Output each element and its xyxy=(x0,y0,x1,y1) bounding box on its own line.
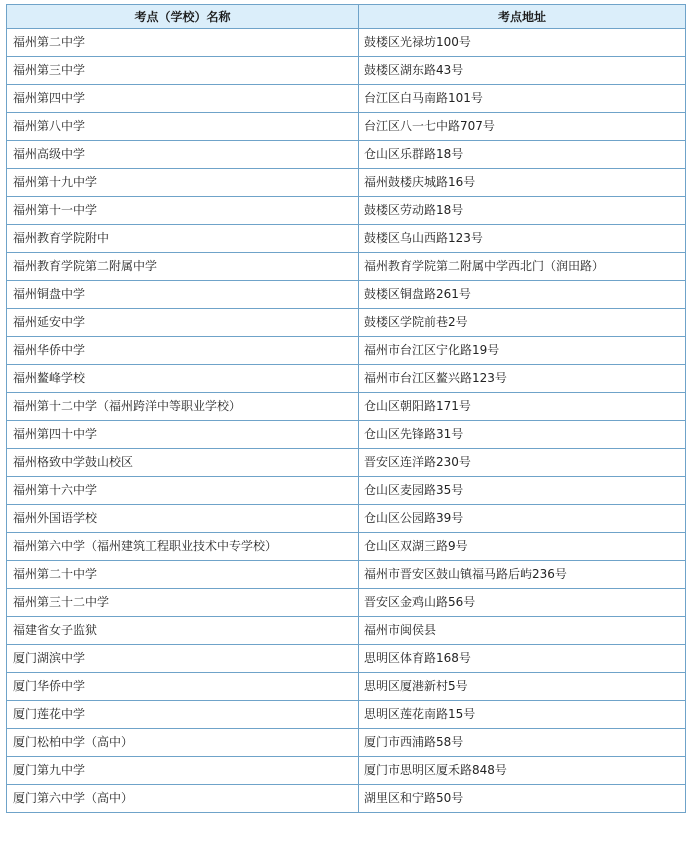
table-row xyxy=(7,645,686,673)
school-name-cell: 福州第十二中学（福州跨洋中等职业学校） xyxy=(7,393,359,421)
school-name-cell: 福州第三中学 xyxy=(7,57,359,85)
school-name-cell: 厦门第六中学（高中） xyxy=(7,785,359,813)
table-row xyxy=(7,57,686,85)
school-name-cell: 福州教育学院第二附属中学 xyxy=(7,253,359,281)
address-cell: 福州市台江区鳌兴路123号 xyxy=(359,365,686,393)
address-cell: 思明区莲花南路15号 xyxy=(359,701,686,729)
table-row xyxy=(7,505,686,533)
address-cell: 福州教育学院第二附属中学西北门（润田路） xyxy=(359,253,686,281)
table-row xyxy=(7,673,686,701)
school-name-cell: 福州第三十二中学 xyxy=(7,589,359,617)
table-row xyxy=(7,337,686,365)
table-row xyxy=(7,113,686,141)
header-address: 考点地址 xyxy=(359,5,686,29)
table-row xyxy=(7,141,686,169)
address-cell: 鼓楼区学院前巷2号 xyxy=(359,309,686,337)
table-header xyxy=(7,5,686,29)
table-row xyxy=(7,281,686,309)
address-cell: 晋安区连洋路230号 xyxy=(359,449,686,477)
table-row xyxy=(7,365,686,393)
school-name-cell: 福州鳌峰学校 xyxy=(7,365,359,393)
school-name-cell: 厦门松柏中学（高中） xyxy=(7,729,359,757)
school-name-cell: 厦门华侨中学 xyxy=(7,673,359,701)
school-name-cell: 福州华侨中学 xyxy=(7,337,359,365)
school-name-cell: 福州高级中学 xyxy=(7,141,359,169)
school-name-cell: 厦门第九中学 xyxy=(7,757,359,785)
exam-sites-sheet xyxy=(6,4,685,813)
table-body xyxy=(7,29,686,813)
address-cell: 仓山区公园路39号 xyxy=(359,505,686,533)
table-row xyxy=(7,197,686,225)
school-name-cell: 福州第四中学 xyxy=(7,85,359,113)
table-row xyxy=(7,701,686,729)
address-cell: 福州市晋安区鼓山镇福马路后屿236号 xyxy=(359,561,686,589)
school-name-cell: 福建省女子监狱 xyxy=(7,617,359,645)
school-name-cell: 福州外国语学校 xyxy=(7,505,359,533)
table-row xyxy=(7,533,686,561)
address-cell: 鼓楼区乌山西路123号 xyxy=(359,225,686,253)
address-cell: 厦门市思明区厦禾路848号 xyxy=(359,757,686,785)
school-name-cell: 福州铜盘中学 xyxy=(7,281,359,309)
table-row xyxy=(7,253,686,281)
table-row xyxy=(7,589,686,617)
address-cell: 鼓楼区劳动路18号 xyxy=(359,197,686,225)
school-name-cell: 福州第二中学 xyxy=(7,29,359,57)
school-name-cell: 福州第八中学 xyxy=(7,113,359,141)
exam-sites-table xyxy=(6,4,686,813)
table-row xyxy=(7,785,686,813)
school-name-cell: 福州第十一中学 xyxy=(7,197,359,225)
address-cell: 仓山区朝阳路171号 xyxy=(359,393,686,421)
school-name-cell: 厦门湖滨中学 xyxy=(7,645,359,673)
address-cell: 思明区体育路168号 xyxy=(359,645,686,673)
address-cell: 厦门市西浦路58号 xyxy=(359,729,686,757)
school-name-cell: 福州第二十中学 xyxy=(7,561,359,589)
table-row xyxy=(7,225,686,253)
table-row xyxy=(7,617,686,645)
school-name-cell: 福州延安中学 xyxy=(7,309,359,337)
school-name-cell: 厦门莲花中学 xyxy=(7,701,359,729)
table-row xyxy=(7,757,686,785)
table-row xyxy=(7,85,686,113)
school-name-cell: 福州第四十中学 xyxy=(7,421,359,449)
address-cell: 鼓楼区光禄坊100号 xyxy=(359,29,686,57)
address-cell: 仓山区麦园路35号 xyxy=(359,477,686,505)
address-cell: 福州鼓楼庆城路16号 xyxy=(359,169,686,197)
header-school-name: 考点（学校）名称 xyxy=(7,5,359,29)
address-cell: 鼓楼区铜盘路261号 xyxy=(359,281,686,309)
address-cell: 思明区厦港新村5号 xyxy=(359,673,686,701)
address-cell: 晋安区金鸡山路56号 xyxy=(359,589,686,617)
table-row xyxy=(7,421,686,449)
school-name-cell: 福州第十九中学 xyxy=(7,169,359,197)
table-row xyxy=(7,449,686,477)
address-cell: 仓山区双湖三路9号 xyxy=(359,533,686,561)
address-cell: 福州市台江区宁化路19号 xyxy=(359,337,686,365)
address-cell: 仓山区先锋路31号 xyxy=(359,421,686,449)
address-cell: 台江区八一七中路707号 xyxy=(359,113,686,141)
table-row xyxy=(7,729,686,757)
address-cell: 台江区白马南路101号 xyxy=(359,85,686,113)
table-row xyxy=(7,561,686,589)
address-cell: 湖里区和宁路50号 xyxy=(359,785,686,813)
table-row xyxy=(7,309,686,337)
header-row xyxy=(7,5,686,29)
address-cell: 鼓楼区湖东路43号 xyxy=(359,57,686,85)
address-cell: 仓山区乐群路18号 xyxy=(359,141,686,169)
table-row xyxy=(7,29,686,57)
school-name-cell: 福州教育学院附中 xyxy=(7,225,359,253)
school-name-cell: 福州第十六中学 xyxy=(7,477,359,505)
table-row xyxy=(7,393,686,421)
school-name-cell: 福州第六中学（福州建筑工程职业技术中专学校） xyxy=(7,533,359,561)
table-row xyxy=(7,477,686,505)
table-row xyxy=(7,169,686,197)
school-name-cell: 福州格致中学鼓山校区 xyxy=(7,449,359,477)
address-cell: 福州市闽侯县 xyxy=(359,617,686,645)
